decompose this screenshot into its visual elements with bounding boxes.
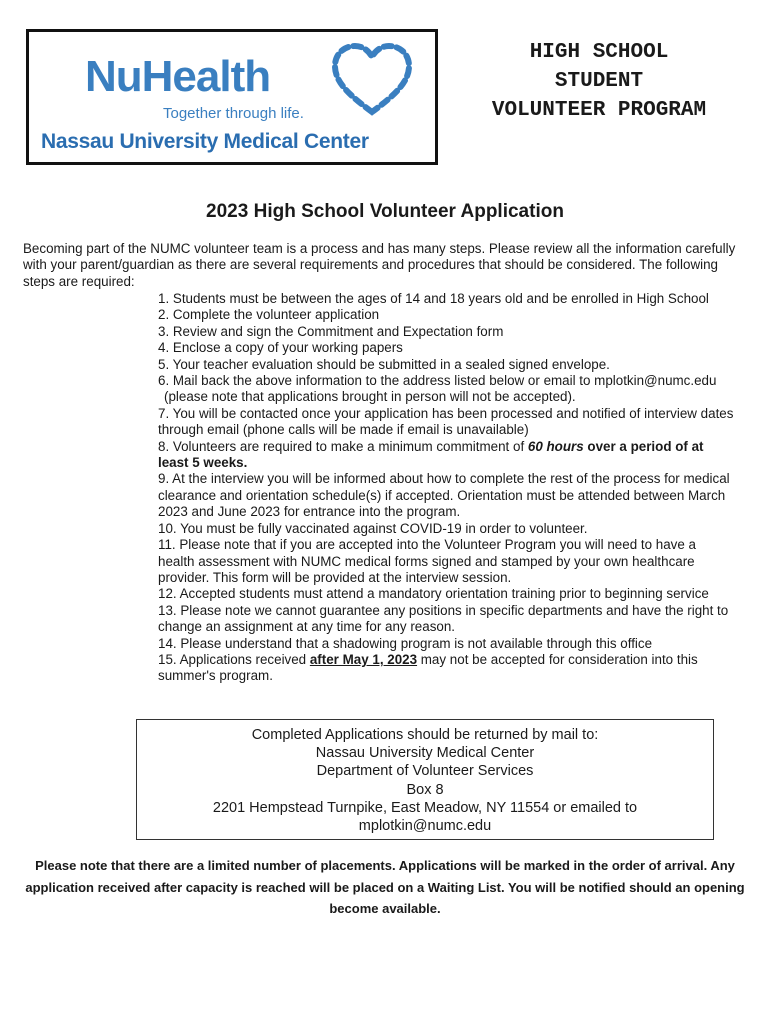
nuhealth-logo — [26, 29, 438, 165]
list-item: 6. Mail back the above information to the address listed below or email to mplotkin@numc.edu — [158, 373, 717, 389]
list-item — [158, 439, 736, 472]
list-item: 14. Please understand that a shadowing program is not available through this office — [158, 635, 653, 651]
return-address-box — [136, 719, 714, 840]
program-title-line: VOLUNTEER PROGRAM — [491, 99, 707, 122]
list-item: 9. At the interview you will be informed about how to complete the rest of the process for medical clearance and orientation schedule(s) if accepted. Orientation must be attended between March 2023 and June 2023 for entrance into the program. — [158, 471, 730, 520]
return-line: Department of Volunteer Services — [316, 763, 534, 780]
list-item: 4. Enclose a copy of your working papers — [158, 340, 403, 356]
placement-notice: Please note that there are a limited number of placements. Applications will be marked in the order of arrival. Any application received after capacity is reached will be placed on a Waiting List. You will be notified should an opening become available. — [25, 858, 745, 916]
requirements-list — [158, 291, 736, 685]
list-item: 1. Students must be between the ages of 14 and 18 years old and be enrolled in High School — [158, 291, 709, 306]
heart-icon — [329, 40, 415, 120]
step-text: 8. Volunteers are required to make a minimum commitment of — [158, 438, 528, 454]
step-text: may not be accepted for consideration into this summer's program. — [158, 651, 698, 684]
logo-brand-text: NuHealth — [85, 52, 271, 101]
return-line: Completed Applications should be returned by mail to: — [251, 727, 599, 743]
hours-emphasis: 60 hours — [527, 438, 584, 454]
list-item: 12. Accepted students must attend a mandatory orientation training prior to beginning service — [158, 586, 709, 602]
program-title-line: STUDENT — [554, 70, 644, 93]
list-item — [158, 652, 736, 685]
list-item: 7. You will be contacted once your application has been processed and notified of interview dates through email (phone calls will be made if email is unavailable) — [158, 405, 734, 438]
step-text: 15. Applications received — [158, 651, 310, 667]
intro-paragraph: Becoming part of the NUMC volunteer team is a process and has many steps. Please review all the information carefully with your parent/guardian as there are several requirements and procedures that should be considered. The following steps are required: — [23, 241, 736, 289]
return-line: Nassau University Medical Center — [315, 745, 535, 762]
list-item: 3. Review and sign the Commitment and Expectation form — [158, 323, 504, 339]
list-item: 11. Please note that if you are accepted into the Volunteer Program you will need to have a health assessment with NUMC medical forms signed and stamped by your own healthcare provider. This form will be provided at the interview session. — [158, 537, 696, 585]
application-title: 2023 High School Volunteer Application — [206, 201, 564, 222]
program-title — [462, 38, 736, 125]
step-text-bold: over a period of at least 5 weeks. — [158, 438, 704, 471]
list-item: 2. Complete the volunteer application — [158, 307, 380, 323]
list-item: (please note that applications brought in person will not be accepted). — [164, 389, 576, 405]
return-line: 2201 Hempstead Turnpike, East Meadow, NY 11554 or emailed to — [212, 799, 638, 816]
logo-tagline: Together through life. — [163, 105, 304, 122]
list-item: 5. Your teacher evaluation should be submitted in a sealed signed envelope. — [158, 356, 610, 372]
return-line: Box 8 — [406, 781, 444, 798]
program-title-line: HIGH SCHOOL — [529, 41, 669, 64]
list-item: 10. You must be fully vaccinated against COVID-19 in order to volunteer. — [158, 520, 588, 536]
return-email: mplotkin@numc.edu — [358, 818, 492, 835]
deadline-date: after May 1, 2023 — [309, 651, 418, 667]
list-item: 13. Please note we cannot guarantee any positions in specific departments and have the right to change an assignment at any time for any reason. — [158, 602, 729, 635]
logo-institution: Nassau University Medical Center — [41, 130, 369, 153]
